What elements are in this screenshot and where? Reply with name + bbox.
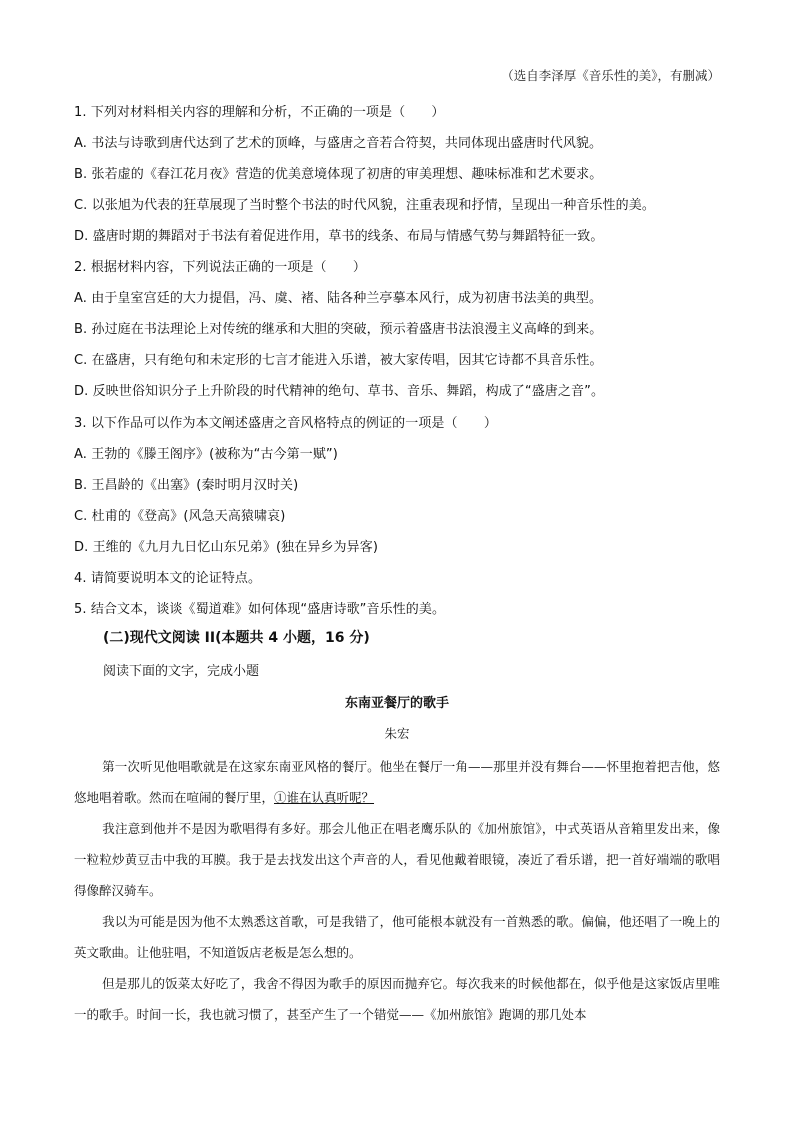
paragraph-1-text: 第一次听见他唱歌就是在这家东南亚风格的餐厅。他坐在餐厅一角——那里并没有舞台——怀里抱着把吉他，悠悠地唱着歌。然而在喧闹的餐厅里， xyxy=(74,759,720,805)
paragraph-1-underlined-question: ①谁在认真听呢？ xyxy=(274,790,375,805)
question-1-option-a: A. 书法与诗歌到唐代达到了艺术的顶峰，与盛唐之音若合符契，共同体现出盛唐时代风貌。 xyxy=(74,136,603,151)
question-1-option-d: D. 盛唐时期的舞蹈对于书法有着促进作用，草书的线条、布局与情感气势与舞蹈特征一致。 xyxy=(74,229,604,244)
paragraph-4-text: 但是那儿的饭菜太好吃了，我舍不得因为歌手的原因而抛弃它。每次我来的时候他都在，似乎他是这家饭店里唯一的歌手。时间一长，我也就习惯了，甚至产生了一个错觉——《加州旅馆》跑调的那几处本 xyxy=(74,976,720,1022)
article-paragraph-1 xyxy=(74,751,720,813)
paragraph-2-text: 我注意到他并不是因为歌唱得有多好。那会儿他正在唱老鹰乐队的《加州旅馆》，中式英语从音箱里发出来，像一粒粒炒黄豆击中我的耳膜。我于是去找发出这个声音的人，看见他戴着眼镜，凑近了看乐谱，把一首好端端的歌唱得像醉汉骑车。 xyxy=(74,821,720,898)
question-3-stem: 3. 以下作品可以作为本文阐述盛唐之音风格特点的例证的一项是（ ） xyxy=(74,416,497,431)
question-2-option-d: D. 反映世俗知识分子上升阶段的时代精神的绝句、草书、音乐、舞蹈，构成了“盛唐之音”。 xyxy=(74,384,605,399)
article-paragraph-3 xyxy=(74,906,720,968)
section-heading: (二)现代文阅读 II(本题共 4 小题，16 分) xyxy=(103,630,370,646)
question-1-option-c: C. 以张旭为代表的狂草展现了当时整个书法的时代风貌，注重表现和抒情，呈现出一种音乐性的美。 xyxy=(74,198,655,213)
question-2-stem: 2. 根据材料内容，下列说法正确的一项是（ ） xyxy=(74,260,366,275)
source-note: （选自李泽厚《音乐性的美》，有删减） xyxy=(501,68,720,83)
article-author: 朱宏 xyxy=(384,726,410,741)
question-2-option-a: A. 由于皇室宫廷的大力提倡，冯、虞、褚、陆各种兰亭摹本风行，成为初唐书法美的典型。 xyxy=(74,291,603,306)
question-2-option-c: C. 在盛唐，只有绝句和未定形的七言才能进入乐谱，被大家传唱，因其它诗都不具音乐性。 xyxy=(74,353,603,368)
question-5-stem: 5. 结合文本，谈谈《蜀道难》如何体现“盛唐诗歌”音乐性的美。 xyxy=(74,602,446,617)
section-instruction: 阅读下面的文字，完成小题 xyxy=(103,664,260,679)
question-3-option-b: B. 王昌龄的《出塞》(秦时明月汉时关) xyxy=(74,478,299,493)
question-3-option-d: D. 王维的《九月九日忆山东兄弟》(独在异乡为异客) xyxy=(74,540,379,555)
question-3-option-a: A. 王勃的《滕王阁序》(被称为“古今第一赋”) xyxy=(74,447,338,462)
question-3-option-c: C. 杜甫的《登高》(风急天高猿啸哀) xyxy=(74,509,286,524)
paragraph-3-text: 我以为可能是因为他不太熟悉这首歌，可是我错了，他可能根本就没有一首熟悉的歌。偏偏，他还唱了一晚上的英文歌曲。让他驻唱，不知道饭店老板是怎么想的。 xyxy=(74,914,720,960)
question-1-stem: 1. 下列对材料相关内容的理解和分析，不正确的一项是（ ） xyxy=(74,105,445,120)
article-title: 东南亚餐厅的歌手 xyxy=(344,696,449,711)
article-paragraph-4 xyxy=(74,968,720,1030)
question-1-option-b: B. 张若虚的《春江花月夜》营造的优美意境体现了初唐的审美理想、趣味标准和艺术要求。 xyxy=(74,167,603,182)
question-2-option-b: B. 孙过庭在书法理论上对传统的继承和大胆的突破，预示着盛唐书法浪漫主义高峰的到来。 xyxy=(74,322,603,337)
article-paragraph-2 xyxy=(74,813,720,906)
question-4-stem: 4. 请简要说明本文的论证特点。 xyxy=(74,571,262,586)
